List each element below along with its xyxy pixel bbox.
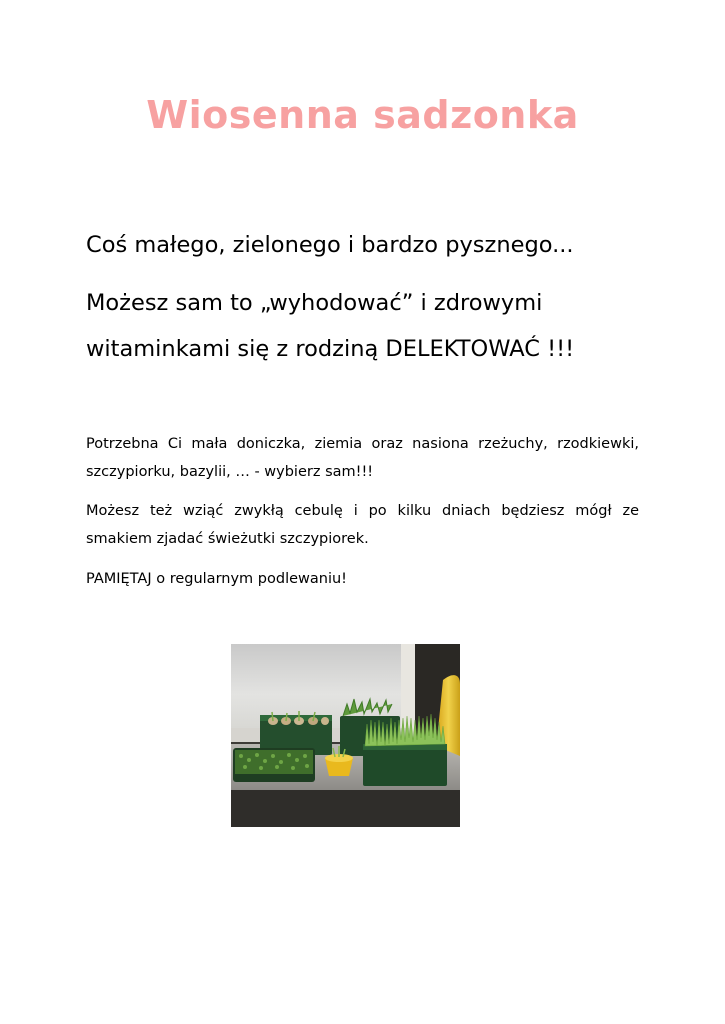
intro-line-2: Możesz sam to „wyhodować” i zdrowymi witaminkami się z rodziną DELEKTOWAĆ !!! xyxy=(86,290,575,362)
paragraph-2: Możesz też wziąć zwykłą cebulę i po kilku dniach będziesz mógł ze smakiem zjadać świeżutki szczypiorek. xyxy=(86,503,639,547)
paragraph-3-block xyxy=(86,565,639,593)
paragraph-3: PAMIĘTAJ o regularnym podlewaniu! xyxy=(86,571,347,587)
intro-block-1 xyxy=(86,222,646,268)
seedlings-photo xyxy=(231,644,460,827)
paragraph-1-block xyxy=(86,430,639,486)
paragraph-2-block xyxy=(86,497,639,553)
paragraph-1: Potrzebna Ci mała doniczka, ziemia oraz nasiona rzeżuchy, rzodkiewki, szczypiorku, bazylii, … - wybierz sam!!! xyxy=(86,436,639,480)
seedlings-photo-illustration xyxy=(231,644,460,827)
intro-block-2 xyxy=(86,280,646,372)
cress-tray xyxy=(233,748,315,782)
intro-line-1: Coś małego, zielonego i bardzo pysznego... xyxy=(86,232,574,258)
document-title: Wiosenna sadzonka xyxy=(146,93,579,137)
